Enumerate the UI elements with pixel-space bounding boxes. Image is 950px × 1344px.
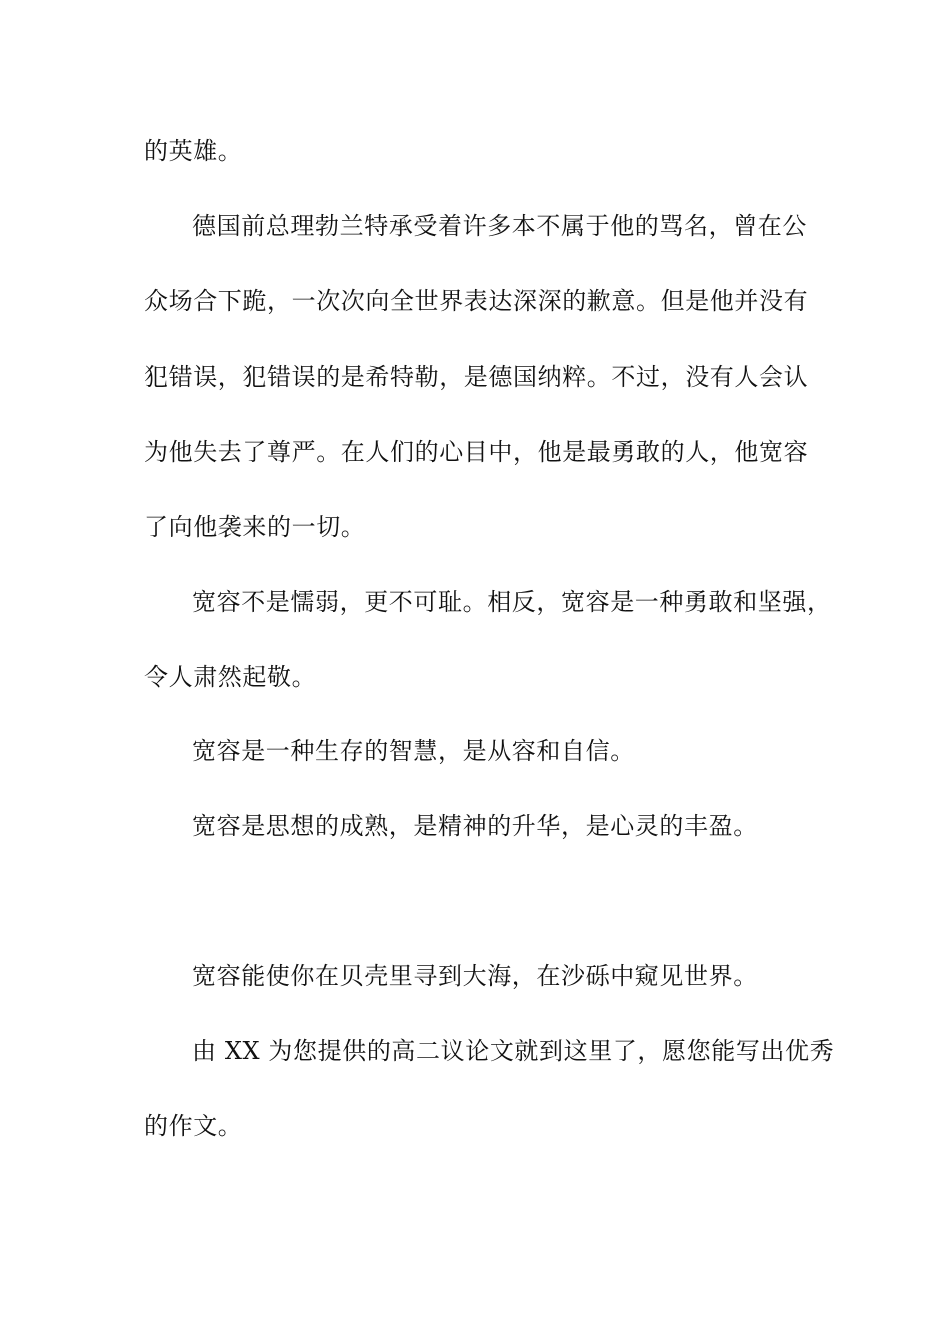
text-line: 的英雄。 [144,137,243,165]
text-line: 众场合下跪，一次次向全世界表达深深的歉意。但是他并没有 [144,287,809,315]
paragraph-start: 宽容能使你在贝壳里寻到大海，在沙砾中窥见世界。 [192,962,758,990]
text-line: 犯错误，犯错误的是希特勒，是德国纳粹。不过，没有人会认 [144,363,809,391]
text-line: 为他失去了尊严。在人们的心目中，他是最勇敢的人，他宽容 [144,438,809,466]
paragraph-start: 由 XX 为您提供的高二议论文就到这里了，愿您能写出优秀 [192,1037,835,1065]
paragraph-start: 德国前总理勃兰特承受着许多本不属于他的骂名，曾在公 [192,212,807,240]
paragraph-start: 宽容是思想的成熟，是精神的升华，是心灵的丰盈。 [192,812,758,840]
paragraph-start: 宽容不是懦弱，更不可耻。相反，宽容是一种勇敢和坚强， [192,588,832,616]
text-line: 了向他袭来的一切。 [144,513,366,541]
text-line: 令人肃然起敬。 [144,663,317,691]
paragraph-start: 宽容是一种生存的智慧，是从容和自信。 [192,737,635,765]
text-line: 的作文。 [144,1112,243,1140]
